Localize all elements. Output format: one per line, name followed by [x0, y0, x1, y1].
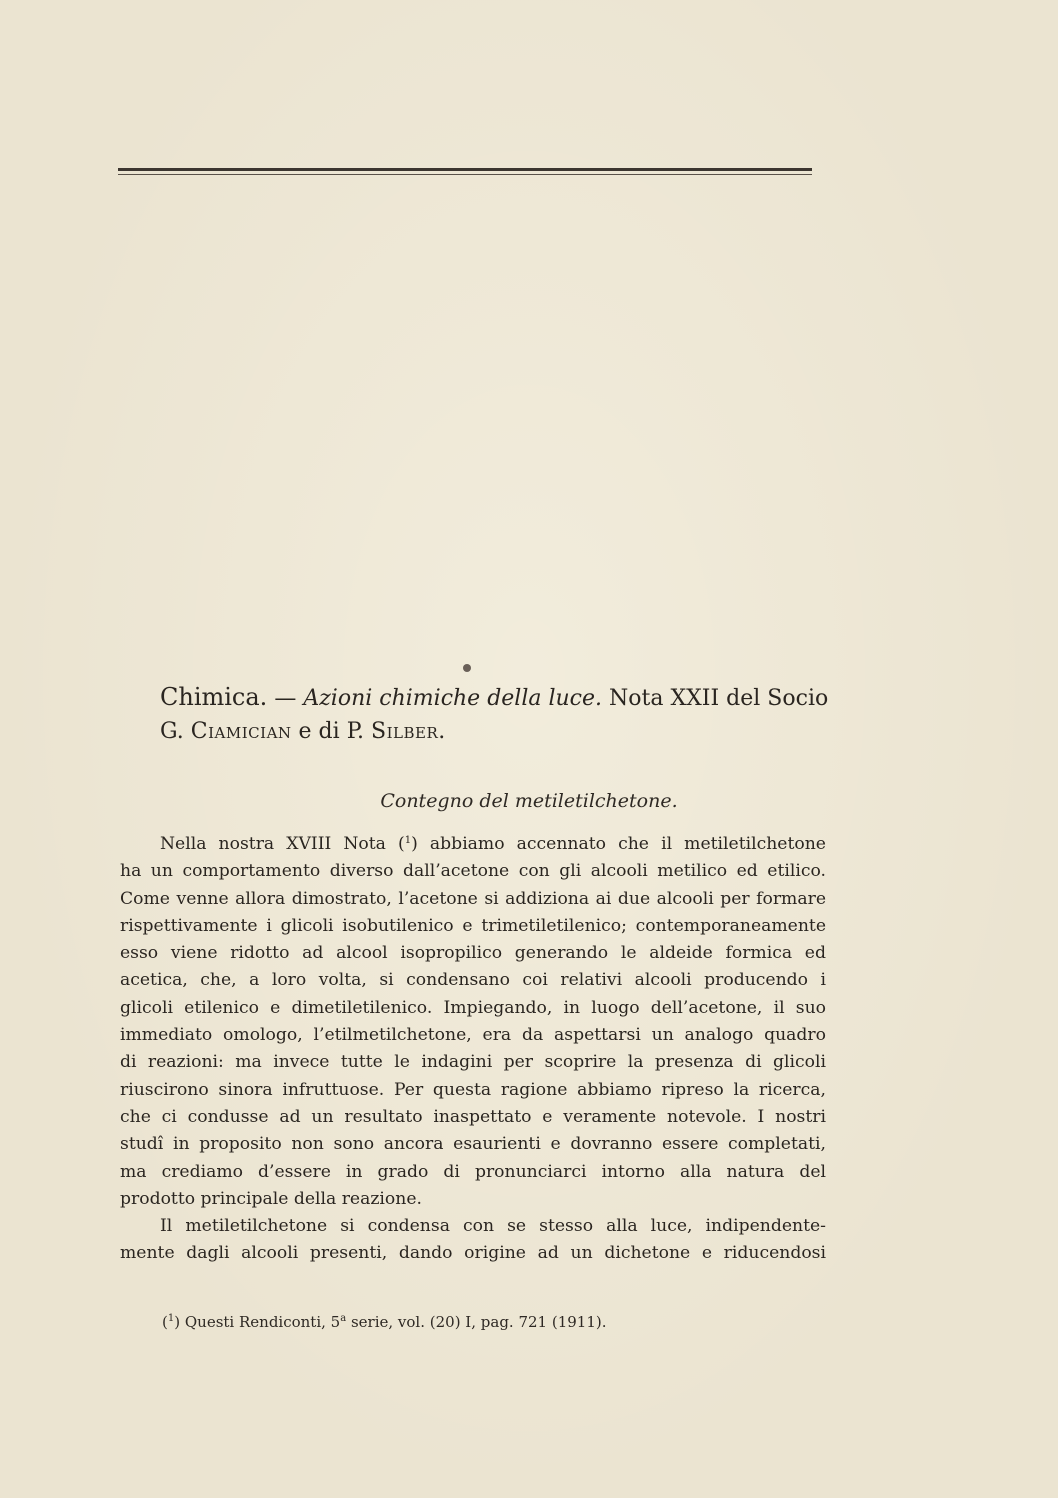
article-title: Azioni chimiche della luce.: [303, 686, 603, 711]
article-authors: [160, 717, 825, 747]
section-field: Chimica.: [160, 683, 268, 711]
footnote-text-before: Questi Rendiconti, 5: [180, 1313, 341, 1331]
text-line-start: Nella nostra XVIII Nota (: [160, 834, 405, 854]
author1-name: Ciamician: [190, 719, 292, 744]
text-line: acetica, che, a loro volta, si condensano coi relativi alcooli producendo i: [120, 970, 826, 991]
author2-initial: P.: [346, 719, 365, 744]
ink-dot: [463, 664, 471, 672]
note-label: Nota XXII del Socio: [609, 686, 829, 711]
text-line: Il metiletilchetone si condensa con se stesso alla luce, indipendente-: [160, 1216, 826, 1237]
text-line: prodotto principale della reazione.: [120, 1188, 422, 1209]
text-line: studî in proposito non sono ancora esaurienti e dovranno essere completati,: [120, 1134, 826, 1155]
text-line: Come venne allora dimostrato, l’acetone si addiziona ai due alcooli per formare: [120, 888, 826, 909]
article-heading: [160, 682, 829, 714]
footnote-marker: 1: [167, 1313, 175, 1324]
author1-initial: G.: [160, 719, 184, 744]
text-line: mente dagli alcooli presenti, dando origine ad un dichetone e riducendosi: [120, 1243, 826, 1264]
footnote: ($^1$) Questi Rendiconti, 5$^a$ serie, vol. (20) I, pag. 721 (1911).: [162, 1313, 607, 1331]
footnote-ref: 1: [404, 835, 412, 846]
header-rule: [118, 168, 812, 175]
text-line: glicoli etilenico e dimetiletilenico. Impiegando, in luogo dell’acetone, il suo: [120, 997, 826, 1018]
body-text: [120, 831, 826, 1268]
section-subtitle: Contegno del metiletilchetone.: [380, 790, 678, 812]
text-line-end: ) abbiamo accennato che il metiletilchetone: [411, 834, 826, 854]
paragraph-2: [120, 1213, 826, 1268]
text-line: ma crediamo d’essere in grado di pronunciarci intorno alla natura del: [120, 1161, 826, 1182]
text-line: esso viene ridotto ad alcool isopropilico generando le aldeide formica ed: [120, 943, 826, 964]
text-line: ha un comportamento diverso dall’acetone con gli alcooli metilico ed etilico.: [120, 861, 826, 882]
text-line: rispettivamente i glicoli isobutilenico e trimetiletilenico; contemporaneamente: [120, 915, 826, 936]
text-line: di reazioni: ma invece tutte le indagini per scoprire la presenza di glicoli: [120, 1052, 826, 1073]
text-line: che ci condusse ad un resultato inaspettato e veramente notevole. I nostri: [120, 1106, 826, 1127]
author-conjunction: e di: [298, 719, 340, 744]
footnote-sup: a: [340, 1313, 347, 1324]
author2-name: Silber.: [371, 719, 446, 744]
text-line: riuscirono sinora infruttuose. Per questa ragione abbiamo ripreso la ricerca,: [120, 1079, 826, 1100]
text-line: [120, 831, 826, 858]
text-line: immediato omologo, l’etilmetilchetone, era da aspettarsi un analogo quadro: [120, 1025, 826, 1046]
heading-dash: —: [274, 686, 297, 711]
footnote-text-after: serie, vol. (20) I, pag. 721 (1911).: [346, 1313, 607, 1331]
paragraph-1: [120, 831, 826, 1213]
